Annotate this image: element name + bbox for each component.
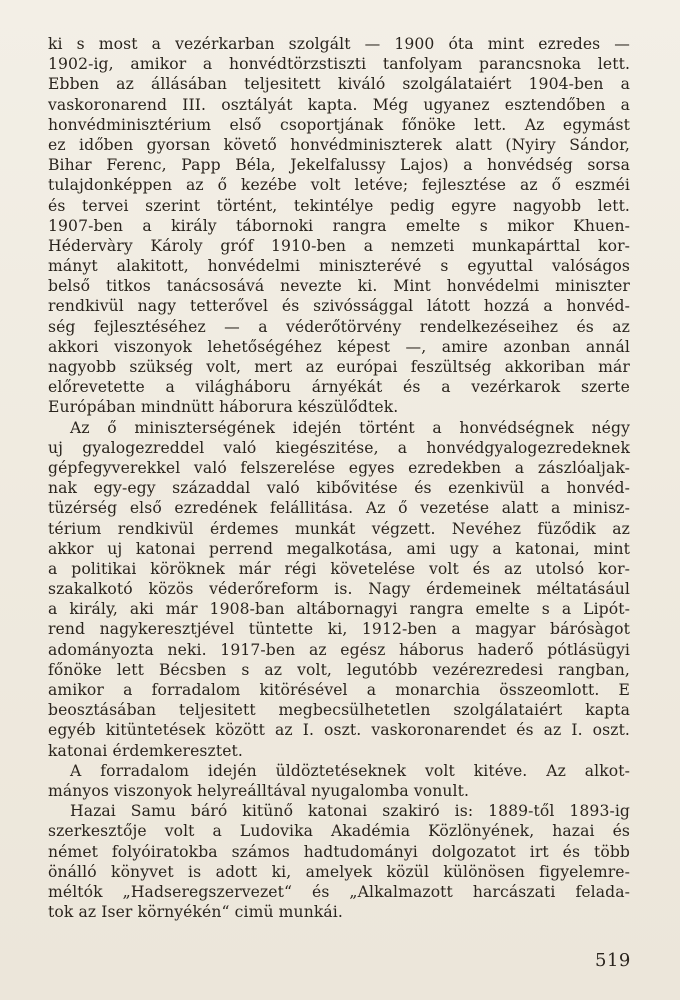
text-line: tulajdonképpen az ő kezébe volt letéve; fejlesztése az ő eszméi — [48, 176, 630, 195]
text-line: ez időben gyorsan követő honvédminiszterek alatt (Nyiry Sándor, — [48, 135, 630, 154]
text-line: főnöke lett Bécsben s az volt, legutóbb vezérezredesi rangban, — [48, 660, 630, 679]
text-line: nak egy-egy századdal való kibővitése és ezenkivül a honvéd- — [48, 479, 630, 498]
text-line: honvédminisztérium első csoportjának főnöke lett. Az egymást — [48, 115, 630, 134]
text-line: Az ő miniszterségének idején történt a honvédségnek négy — [70, 418, 630, 437]
text-line: német folyóiratokba számos hadtudományi dolgozatot irt és több — [48, 842, 630, 861]
text-line: tok az Iser környékén“ cimü munkái. — [48, 903, 343, 922]
text-line: mányos viszonyok helyreálltával nyugalomba vonult. — [48, 781, 470, 800]
body-text — [48, 34, 630, 922]
text-line: rend nagykeresztjével tüntette ki, 1912-ben a magyar bárósàgot — [48, 620, 630, 639]
text-line: rendkivül nagy tetterővel és szivóssággal látott hozzá a honvéd- — [48, 297, 630, 316]
text-line: Hazai Samu báró kitünő katonai szakiró is: 1889-től 1893-ig — [70, 802, 630, 821]
text-line: Bihar Ferenc, Papp Béla, Jekelfalussy Lajos) a honvédség sorsa — [48, 156, 630, 175]
text-line: nagyobb szükség volt, mert az európai feszültség akkoriban már — [48, 358, 630, 376]
text-line: ki s most a vezérkarban szolgált — 1900 óta mint ezredes — — [48, 35, 630, 53]
text-line: akkor uj katonai perrend megalkotása, ami ugy a katonai, mint — [48, 539, 630, 558]
text-line: vaskoronarend III. osztályát kapta. Még ugyanez esztendőben a — [48, 95, 630, 114]
text-line: szerkesztője volt a Ludovika Akadémia Közlönyének, hazai és — [48, 822, 630, 841]
text-line: adományozta neki. 1917-ben az egész háborus haderő pótlásügyi — [48, 640, 630, 659]
text-line: tüzérség első ezredének felállitása. Az ő vezetése alatt a minisz- — [48, 499, 630, 518]
text-line: A forradalom idején üldöztetéseknek volt kitéve. Az alkot- — [70, 761, 630, 780]
text-line: amikor a forradalom kitörésével a monarchia összeomlott. E — [48, 681, 630, 699]
text-line: 1907-ben a király tábornoki rangra emelte s mikor Khuen- — [48, 216, 630, 235]
text-line: önálló könyvet is adott ki, amelyek közül különösen figyelemre- — [48, 862, 630, 881]
text-line: uj gyalogezreddel való kiegészitése, a honvédgyalogezredeknek — [48, 438, 630, 457]
text-line: Hédervàry Károly gróf 1910-ben a nemzeti munkapárttal kor- — [48, 236, 630, 255]
text-line: Európában mindnütt háborura készülődtek. — [48, 398, 399, 417]
text-line: belső titkos tanácsosává nevezte ki. Mint honvédelmi miniszter — [48, 277, 630, 296]
text-line: 1902-ig, amikor a honvédtörzstiszti tanfolyam parancsnoka lett. — [48, 55, 630, 74]
text-line: méltók „Hadseregszervezet“ és „Alkalmazott harcászati felada- — [48, 882, 630, 901]
text-line: egyéb kitüntetések között az I. oszt. vaskoronarendet és az I. oszt. — [48, 721, 630, 740]
text-line: térium rendkivül érdemes munkát végzett. Nevéhez füződik az — [48, 519, 630, 538]
text-line: szakalkotó közös véderőreform is. Nagy érdemeinek méltatásául — [48, 580, 630, 599]
text-line: a politikai köröknek már régi követelése volt és az utolsó kor- — [48, 559, 630, 578]
text-line: mányt alakitott, honvédelmi miniszterévé s egyuttal valóságos — [48, 257, 630, 276]
text-line: beosztásában teljesitett megbecsülhetetlen szolgálataiért kapta — [48, 701, 630, 720]
text-line: katonai érdemkeresztet. — [48, 741, 243, 760]
text-line: előrevetette a világháboru árnyékát és a vezérkarok szerte — [48, 378, 630, 397]
text-line: a király, aki már 1908-ban altábornagyi rangra emelte s a Lipót- — [48, 600, 630, 619]
text-line: és tervei szerint történt, tekintélye pedig egyre nagyobb lett. — [48, 196, 630, 215]
text-line: ség fejlesztéséhez — a véderőtörvény rendelkezéseihez és az — [48, 317, 630, 336]
text-line: gépfegyverekkel való felszerelése egyes ezredekben a zászlóaljak- — [48, 458, 630, 477]
page-number: 519 — [595, 950, 631, 971]
text-line: akkori viszonyok lehetőségéhez képest —, amire azonban annál — [48, 337, 630, 356]
text-line: Ebben az állásában teljesitett kiváló szolgálataiért 1904-ben a — [48, 75, 630, 94]
